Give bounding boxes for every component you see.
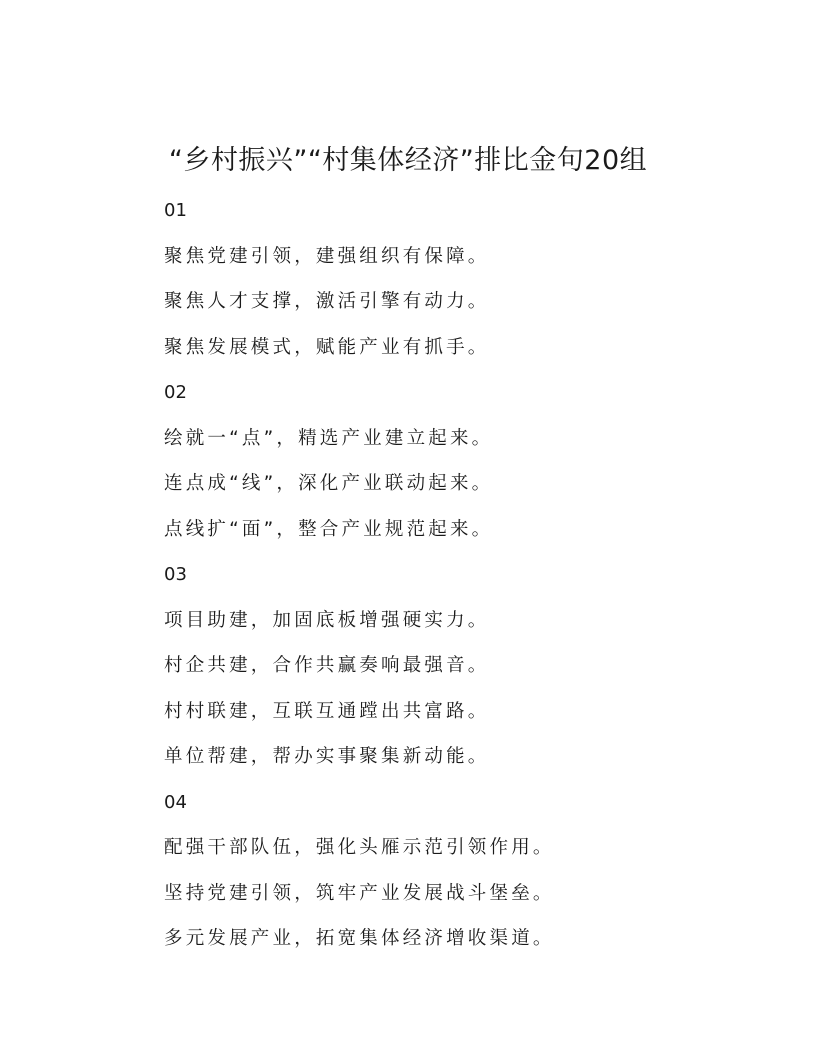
sentence: 配强干部队伍，强化头雁示范引领作用。	[164, 837, 555, 858]
sentence: 绘就一“点”，精选产业建立起来。	[164, 427, 494, 449]
group-number: 02	[164, 382, 187, 403]
sentence: 聚焦人才支撑，激活引擎有动力。	[164, 291, 490, 312]
sentence: 项目助建，加固底板增强硬实力。	[164, 609, 490, 631]
group-03	[164, 560, 724, 788]
document-body	[164, 196, 724, 970]
sentence: 多元发展产业，拓宽集体经济增收渠道。	[164, 928, 555, 949]
sentence: 点线扩“面”，整合产业规范起来。	[164, 518, 494, 540]
group-01	[164, 196, 724, 378]
group-04	[164, 788, 724, 970]
group-number: 03	[164, 564, 187, 585]
sentence: 村企共建，合作共赢奏响最强音。	[164, 655, 490, 676]
sentence: 坚持党建引领，筑牢产业发展战斗堡垒。	[164, 882, 555, 904]
sentence: 聚焦党建引领，建强组织有保障。	[164, 245, 490, 267]
sentence: 连点成“线”，深化产业联动起来。	[164, 473, 494, 494]
page-title: “乡村振兴”“村集体经济”排比金句20组	[168, 145, 648, 176]
sentence: 单位帮建，帮办实事聚集新动能。	[164, 746, 490, 767]
group-number: 04	[164, 791, 187, 813]
group-number: 01	[164, 200, 187, 221]
sentence: 聚焦发展模式，赋能产业有抓手。	[164, 336, 490, 358]
group-02	[164, 378, 724, 560]
sentence: 村村联建，互联互通蹚出共富路。	[164, 700, 490, 722]
